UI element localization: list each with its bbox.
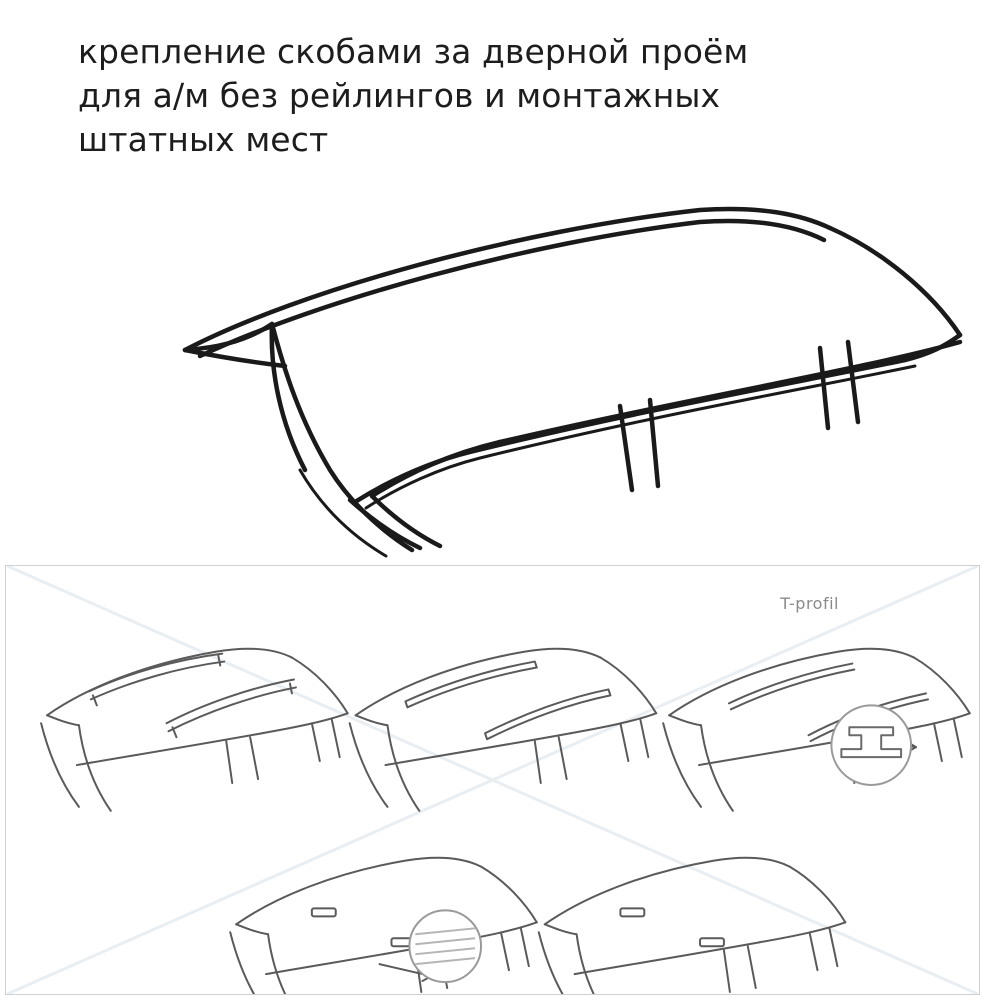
t-profil-label: T-profil — [780, 594, 839, 613]
watermark-lines — [7, 566, 977, 994]
roof-with-t-profile-rails — [663, 649, 970, 811]
caption-line-1: крепление скобами за дверной проём — [78, 32, 749, 71]
roof-with-flush-rails — [350, 649, 657, 811]
roof-with-fix-points — [230, 858, 537, 994]
t-profile-detail-bubble — [831, 705, 911, 785]
roof-with-raised-rails — [41, 649, 348, 811]
roof-plain-door-frame — [539, 858, 846, 994]
roof-types-panel — [5, 565, 980, 995]
hero-roof-svg — [0, 170, 1000, 570]
car-roof-without-rails-illustration — [0, 170, 1000, 570]
caption-line-3: штатных мест — [78, 119, 329, 159]
fix-point-detail-bubble — [409, 910, 481, 982]
roof-types-svg — [6, 566, 979, 994]
page-title — [78, 30, 928, 162]
caption-line-2: для а/м без рейлингов и монтажных — [78, 75, 721, 115]
